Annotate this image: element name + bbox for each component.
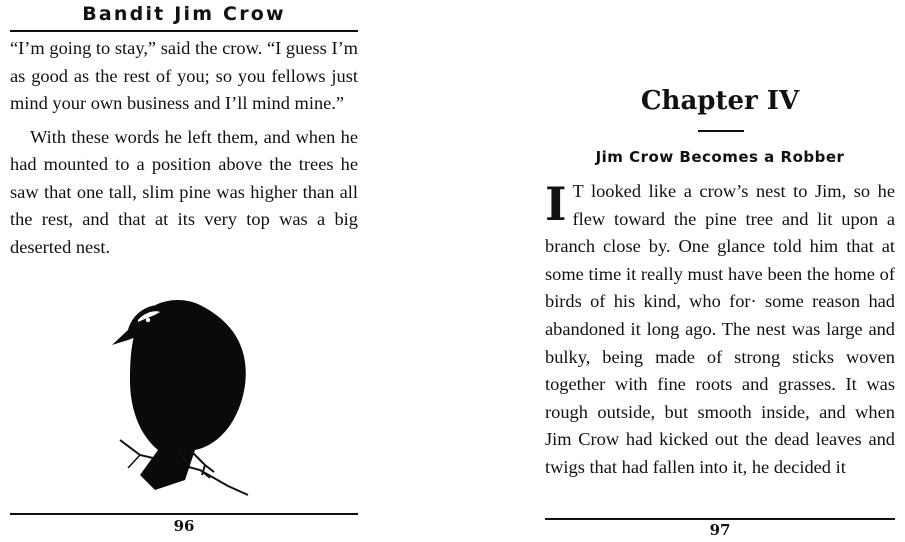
left-page [0,0,370,542]
crow-illustration-icon [110,290,260,500]
chapter-title: Chapter IV [640,86,800,116]
right-page [530,0,905,542]
paragraph-1: “I’m going to stay,” said the crow. “I guess I’m as good as the rest of you; so you fellows just mind your own business and I’ll mind mine.” [10,38,358,113]
page-number: 96 [173,517,195,535]
chapter-subtitle: Jim Crow Becomes a Robber [595,148,845,166]
page-number: 97 [709,521,731,539]
paragraph-2: With these words he left them, and when he had mounted to a position above the trees he saw that one tall, slim pine was higher than all the rest, and that at its very top was a big deserted nest. [10,126,358,257]
chapter-rule [698,130,744,132]
running-head: Bandit Jim Crow [82,3,286,25]
right-body-text [545,178,895,482]
header-rule [10,30,358,32]
left-body-text [10,35,358,267]
footer-rule [10,513,358,515]
footer-rule [545,518,895,520]
chapter-paragraph: T looked like a crow’s nest to Jim, so he flew toward the pine tree and lit upon a branch close by. One glance told him that at some time it really must have been the home of birds of his kind, who for· some reason had abandoned it long ago. The nest was large and bulky, being made of strong sticks woven together with fine roots and grasses. It was rough outside, but smooth inside, and when Jim Crow had kicked out the dead leaves and twigs that had fallen into it, he decided it [545,181,895,477]
drop-cap: I [545,177,567,231]
